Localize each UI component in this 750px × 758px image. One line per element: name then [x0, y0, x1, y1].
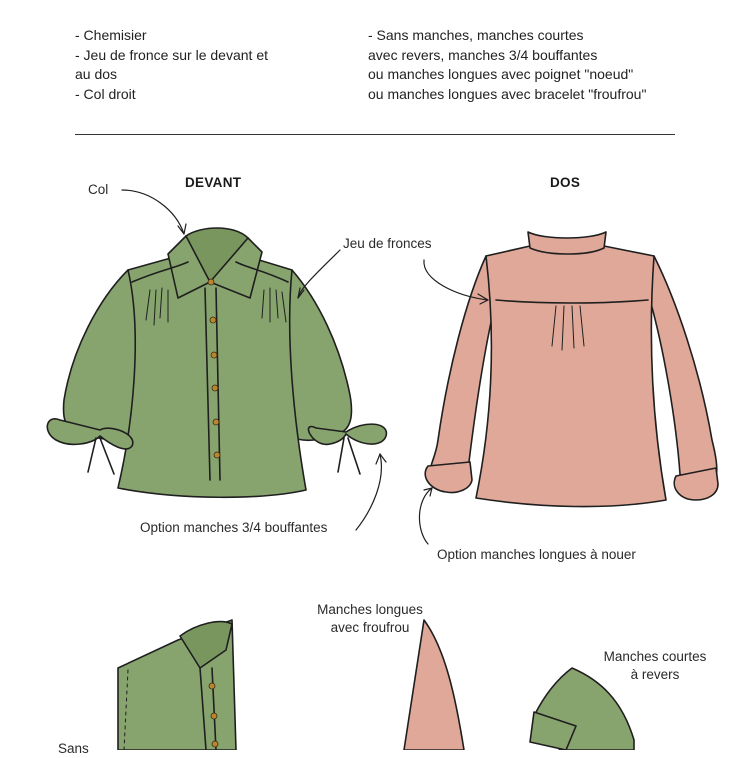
sleeve-34-label: Option manches 3/4 bouffantes [140, 520, 328, 535]
sleeveless-label: Sans [58, 741, 89, 756]
back-heading: DOS [550, 175, 581, 190]
feature-item: - Jeu de fronce sur le devant et [75, 46, 268, 63]
short-cuff-label [590, 648, 720, 684]
long-frill-sleeve-drawing [404, 620, 464, 750]
sleeveless-shirt-drawing [118, 620, 236, 750]
feature-item: ou manches longues avec bracelet "froufrou" [368, 85, 647, 102]
sleeve-long-tie-label: Option manches longues à nouer [437, 547, 636, 562]
short-cuff-label-line1: Manches courtes [603, 649, 707, 664]
long-frill-label [280, 601, 460, 637]
feature-item: - Col droit [75, 85, 136, 102]
collar-label: Col [88, 182, 109, 197]
front-heading: DEVANT [185, 175, 242, 190]
feature-item: avec revers, manches 3/4 bouffantes [368, 46, 598, 63]
long-frill-label-line1: Manches longues [317, 602, 423, 617]
gathers-label: Jeu de fronces [343, 236, 432, 251]
short-cuff-label-line2: à revers [630, 667, 680, 682]
feature-item: - Chemisier [75, 27, 147, 43]
feature-item: au dos [75, 66, 118, 82]
feature-item: ou manches longues avec poignet "noeud" [368, 66, 634, 82]
feature-item: - Sans manches, manches courtes [368, 27, 584, 43]
back-shirt-drawing [425, 232, 718, 507]
long-frill-label-line2: avec froufrou [330, 620, 410, 635]
